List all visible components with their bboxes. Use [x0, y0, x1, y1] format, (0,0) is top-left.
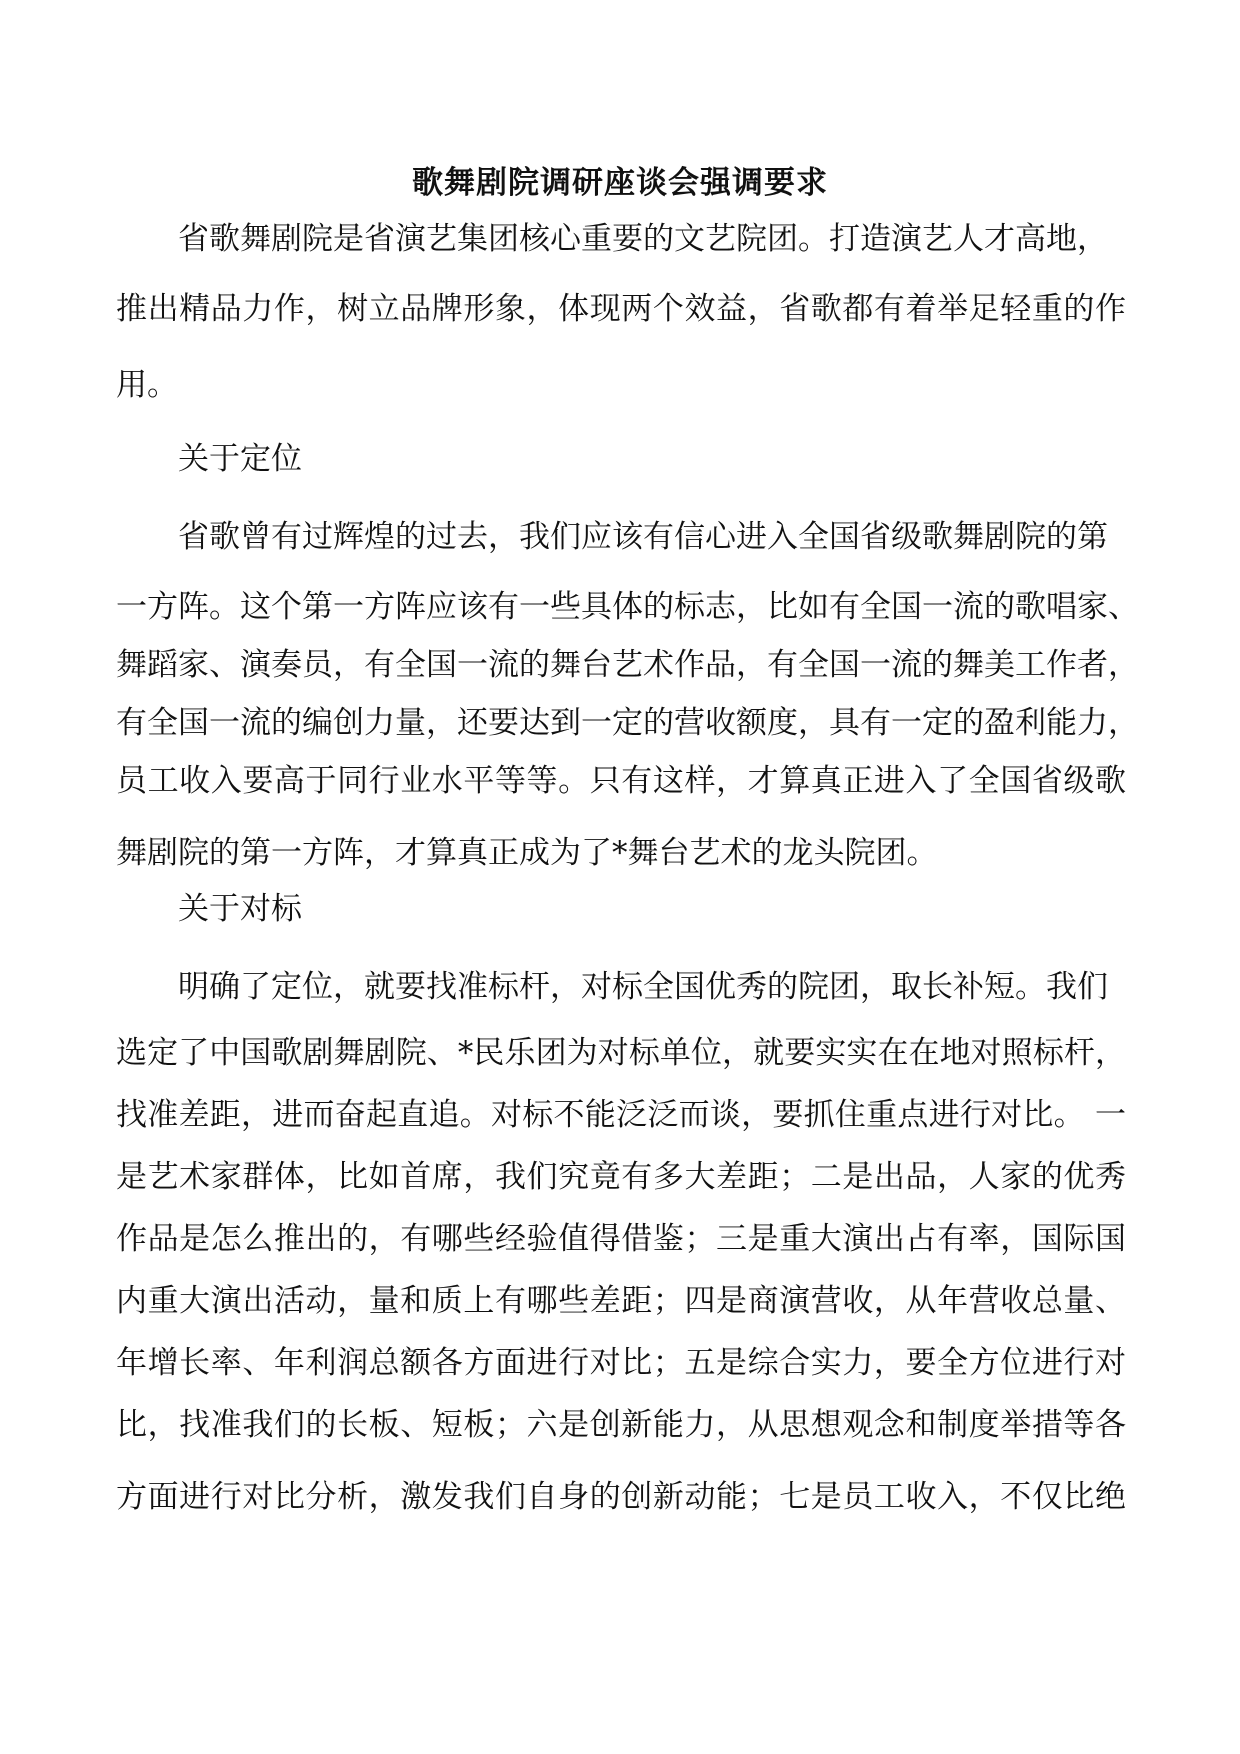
paragraph-3-line-3: 找准差距，进而奋起直追。对标不能泛泛而谈，要抓住重点进行对比。 一 — [116, 1097, 1126, 1133]
paragraph-2-line-6: 舞剧院的第一方阵，才算真正成为了*舞台艺术的龙头院团。 — [116, 835, 938, 871]
document-title: 歌舞剧院调研座谈会强调要求 — [412, 165, 828, 201]
paragraph-3-line-9: 方面进行对比分析，激发我们自身的创新动能；七是员工收入，不仅比绝 — [116, 1479, 1126, 1515]
paragraph-3-line-6: 内重大演出活动，量和质上有哪些差距；四是商演营收，从年营收总量、 — [116, 1283, 1126, 1319]
paragraph-3-line-5: 作品是怎么推出的，有哪些经验值得借鉴；三是重大演出占有率，国际国 — [116, 1221, 1126, 1257]
paragraph-2-line-5: 员工收入要高于同行业水平等等。只有这样，才算真正进入了全国省级歌 — [116, 763, 1126, 799]
paragraph-1-line-2: 推出精品力作，树立品牌形象，体现两个效益，省歌都有着举足轻重的作 — [116, 291, 1126, 327]
paragraph-3-line-7: 年增长率、年利润总额各方面进行对比；五是综合实力，要全方位进行对 — [116, 1345, 1126, 1381]
paragraph-1-line-1: 省歌舞剧院是省演艺集团核心重要的文艺院团。打造演艺人才高地， — [178, 221, 1108, 257]
paragraph-1-line-3: 用。 — [116, 367, 178, 403]
paragraph-3-line-1: 明确了定位，就要找准标杆，对标全国优秀的院团，取长补短。我们 — [178, 969, 1108, 1005]
section-heading-benchmarking: 关于对标 — [178, 891, 302, 927]
paragraph-2-line-1: 省歌曾有过辉煌的过去，我们应该有信心进入全国省级歌舞剧院的第 — [178, 519, 1108, 555]
paragraph-2-line-2: 一方阵。这个第一方阵应该有一些具体的标志，比如有全国一流的歌唱家、 — [116, 589, 1139, 625]
paragraph-2-line-4: 有全国一流的编创力量，还要达到一定的营收额度，具有一定的盈利能力， — [116, 705, 1139, 741]
section-heading-positioning: 关于定位 — [178, 441, 302, 477]
paragraph-3-line-2: 选定了中国歌剧舞剧院、*民乐团为对标单位，就要实实在在地对照标杆， — [116, 1035, 1126, 1071]
paragraph-3-line-8: 比，找准我们的长板、短板；六是创新能力，从思想观念和制度举措等各 — [116, 1407, 1126, 1443]
paragraph-3-line-4: 是艺术家群体，比如首席，我们究竟有多大差距；二是出品，人家的优秀 — [116, 1159, 1126, 1195]
paragraph-2-line-3: 舞蹈家、演奏员，有全国一流的舞台艺术作品，有全国一流的舞美工作者， — [116, 647, 1139, 683]
